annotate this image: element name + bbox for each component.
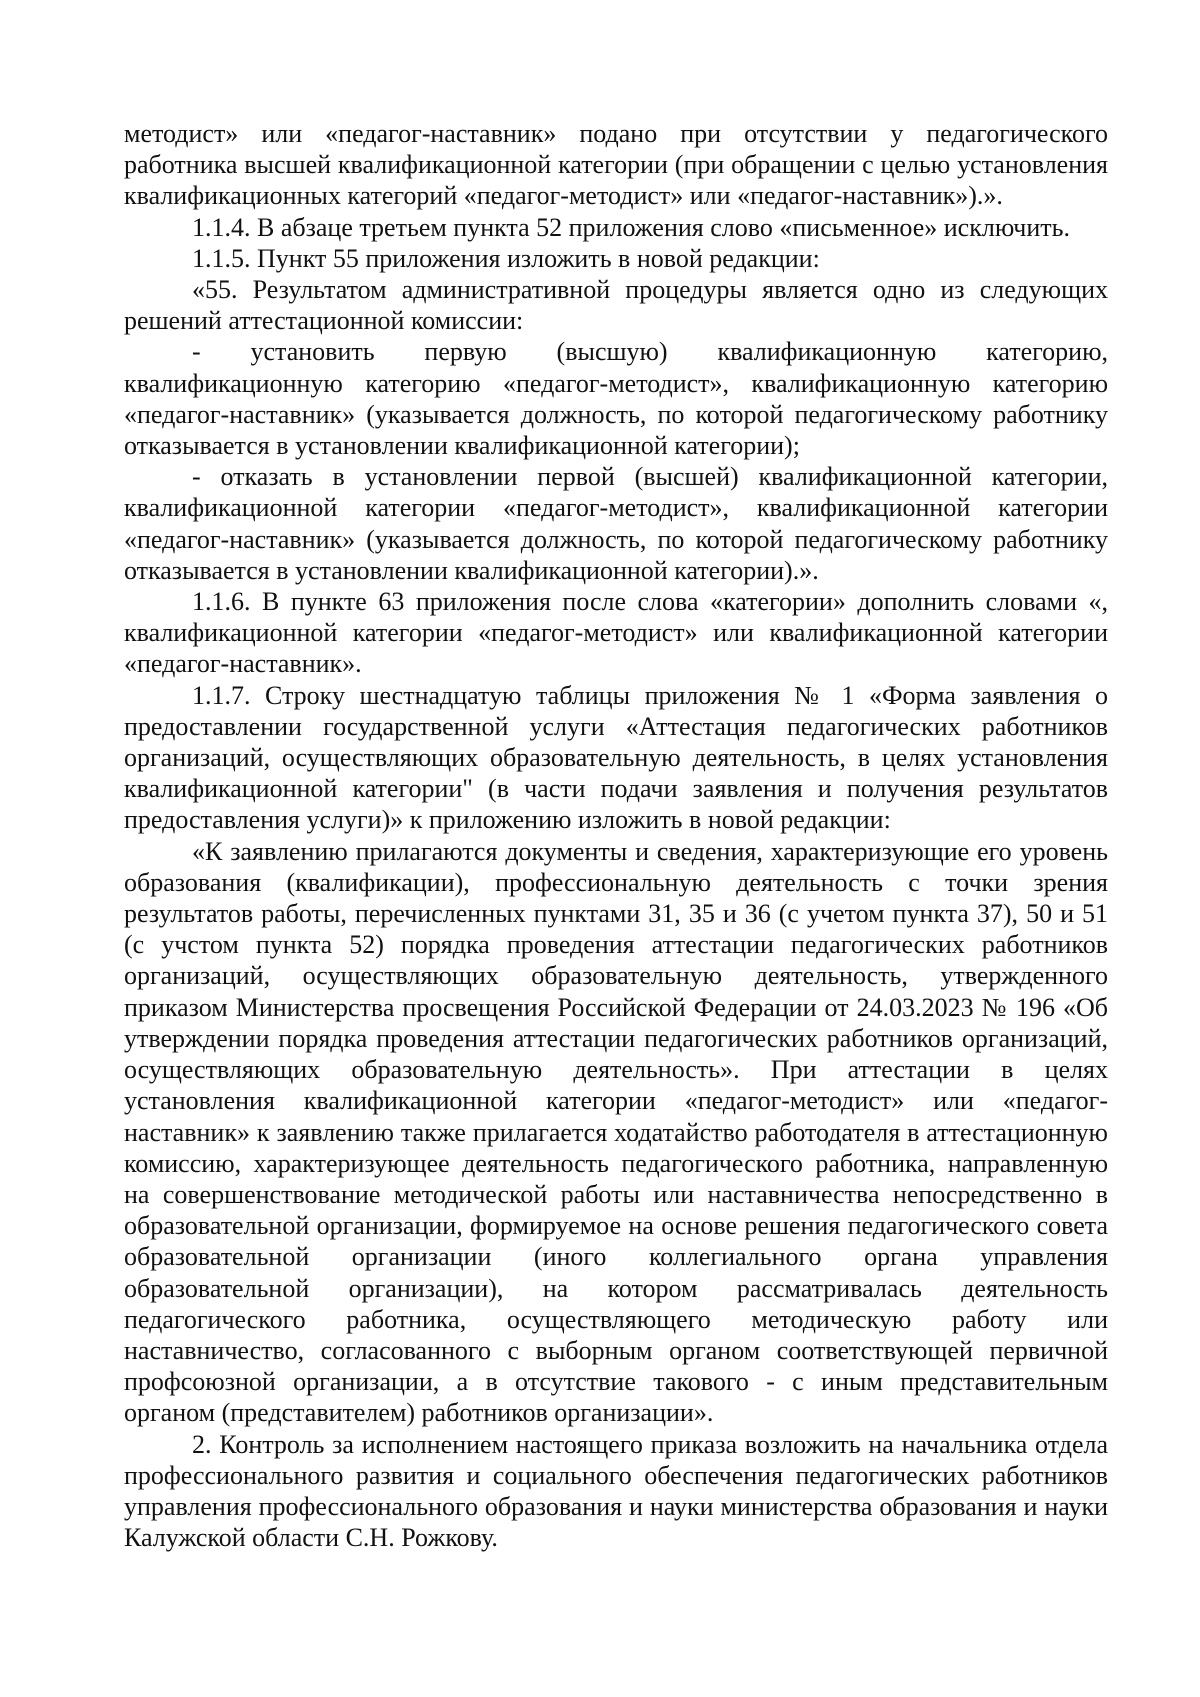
list-item-establish: - установить первую (высшую) квалификационную категорию, квалификационную категорию «педагог-методист», квалификационную категорию «педагог-наставник» (указывается должность, по которой педагогическому работнику отказывается в установлении квалификационной категории);	[124, 337, 1108, 461]
paragraph-1-1-6: 1.1.6. В пункте 63 приложения после слова «категории» дополнить словами «, квалификационной категории «педагог-методист» или квалификационной категории «педагог-наставник».	[124, 587, 1108, 679]
paragraph-1-1-7: 1.1.7. Строку шестнадцатую таблицы приложения № 1 «Форма заявления о предоставлении государственной услуги «Аттестация педагогических работников организаций, осуществляющих образовательную деятельность, в целях установления квалификационной категории" (в части подачи заявления и получения результатов предоставления услуги)» к приложению изложить в новой редакции:	[124, 680, 1108, 835]
list-item-refuse: - отказать в установлении первой (высшей) квалификационной категории, квалификационной категории «педагог-методист», квалификационной категории «педагог-наставник» (указывается должность, по которой педагогическому работнику отказывается в установлении квалификационной категории).».	[124, 462, 1108, 585]
paragraph-1-1-4: 1.1.4. В абзаце третьем пункта 52 приложения слово «письменное» исключить.	[192, 212, 1070, 242]
paragraph-2-control: 2. Контроль за исполнением настоящего приказа возложить на начальника отдела профессионального развития и социального обеспечения педагогических работников управления профессионального образования и науки министерства образования и науки Калужской области С.Н. Рожкову.	[124, 1429, 1108, 1553]
paragraph-application-documents: «К заявлению прилагаются документы и сведения, характеризующие его уровень образования (квалификации), профессиональную деятельность с точки зрения результатов работы, перечисленных пунктами 31, 35 и 36 (с учетом пункта 37), 50 и 51 (с учстом пункта 52) порядка проведения аттестации педагогических работников организаций, осуществляющих образовательную деятельность, утвержденного приказом Министерства просвещения Российской Федерации от 24.03.2023 № 196 «Об утверждении порядка проведения аттестации педагогических работников организаций, осуществляющих образовательную деятельность». При аттестации в целях установления квалификационной категории «педагог-методист» или «педагог-наставник» к заявлению также прилагается ходатайство работодателя в аттестационную комиссию, характеризующее деятельность педагогического работника, направленную на совершенствование методической работы или наставничества непосредственно в образовательной организации, формируемое на основе решения педагогического совета образовательной организации (иного коллегиального органа управления образовательной организации), на котором рассматривалась деятельность педагогического работника, осуществляющего методическую работу или наставничество, согласованного с выборным органом соответствующей первичной профсоюзной организации, а в отсутствие такового - с иным представительным органом (представителем) работников организации».	[124, 836, 1108, 1428]
paragraph-continuation: методист» или «педагог-наставник» подано при отсутствии у педагогического работника высшей квалификационной категории (при обращении с целью установления квалификационных категорий «педагог-методист» или «педагог-наставник»).».	[124, 119, 1108, 211]
paragraph-1-1-5: 1.1.5. Пункт 55 приложения изложить в новой редакции:	[192, 243, 820, 273]
paragraph-point-55: «55. Результатом административной процедуры является одно из следующих решений аттестационной комиссии:	[124, 275, 1108, 336]
